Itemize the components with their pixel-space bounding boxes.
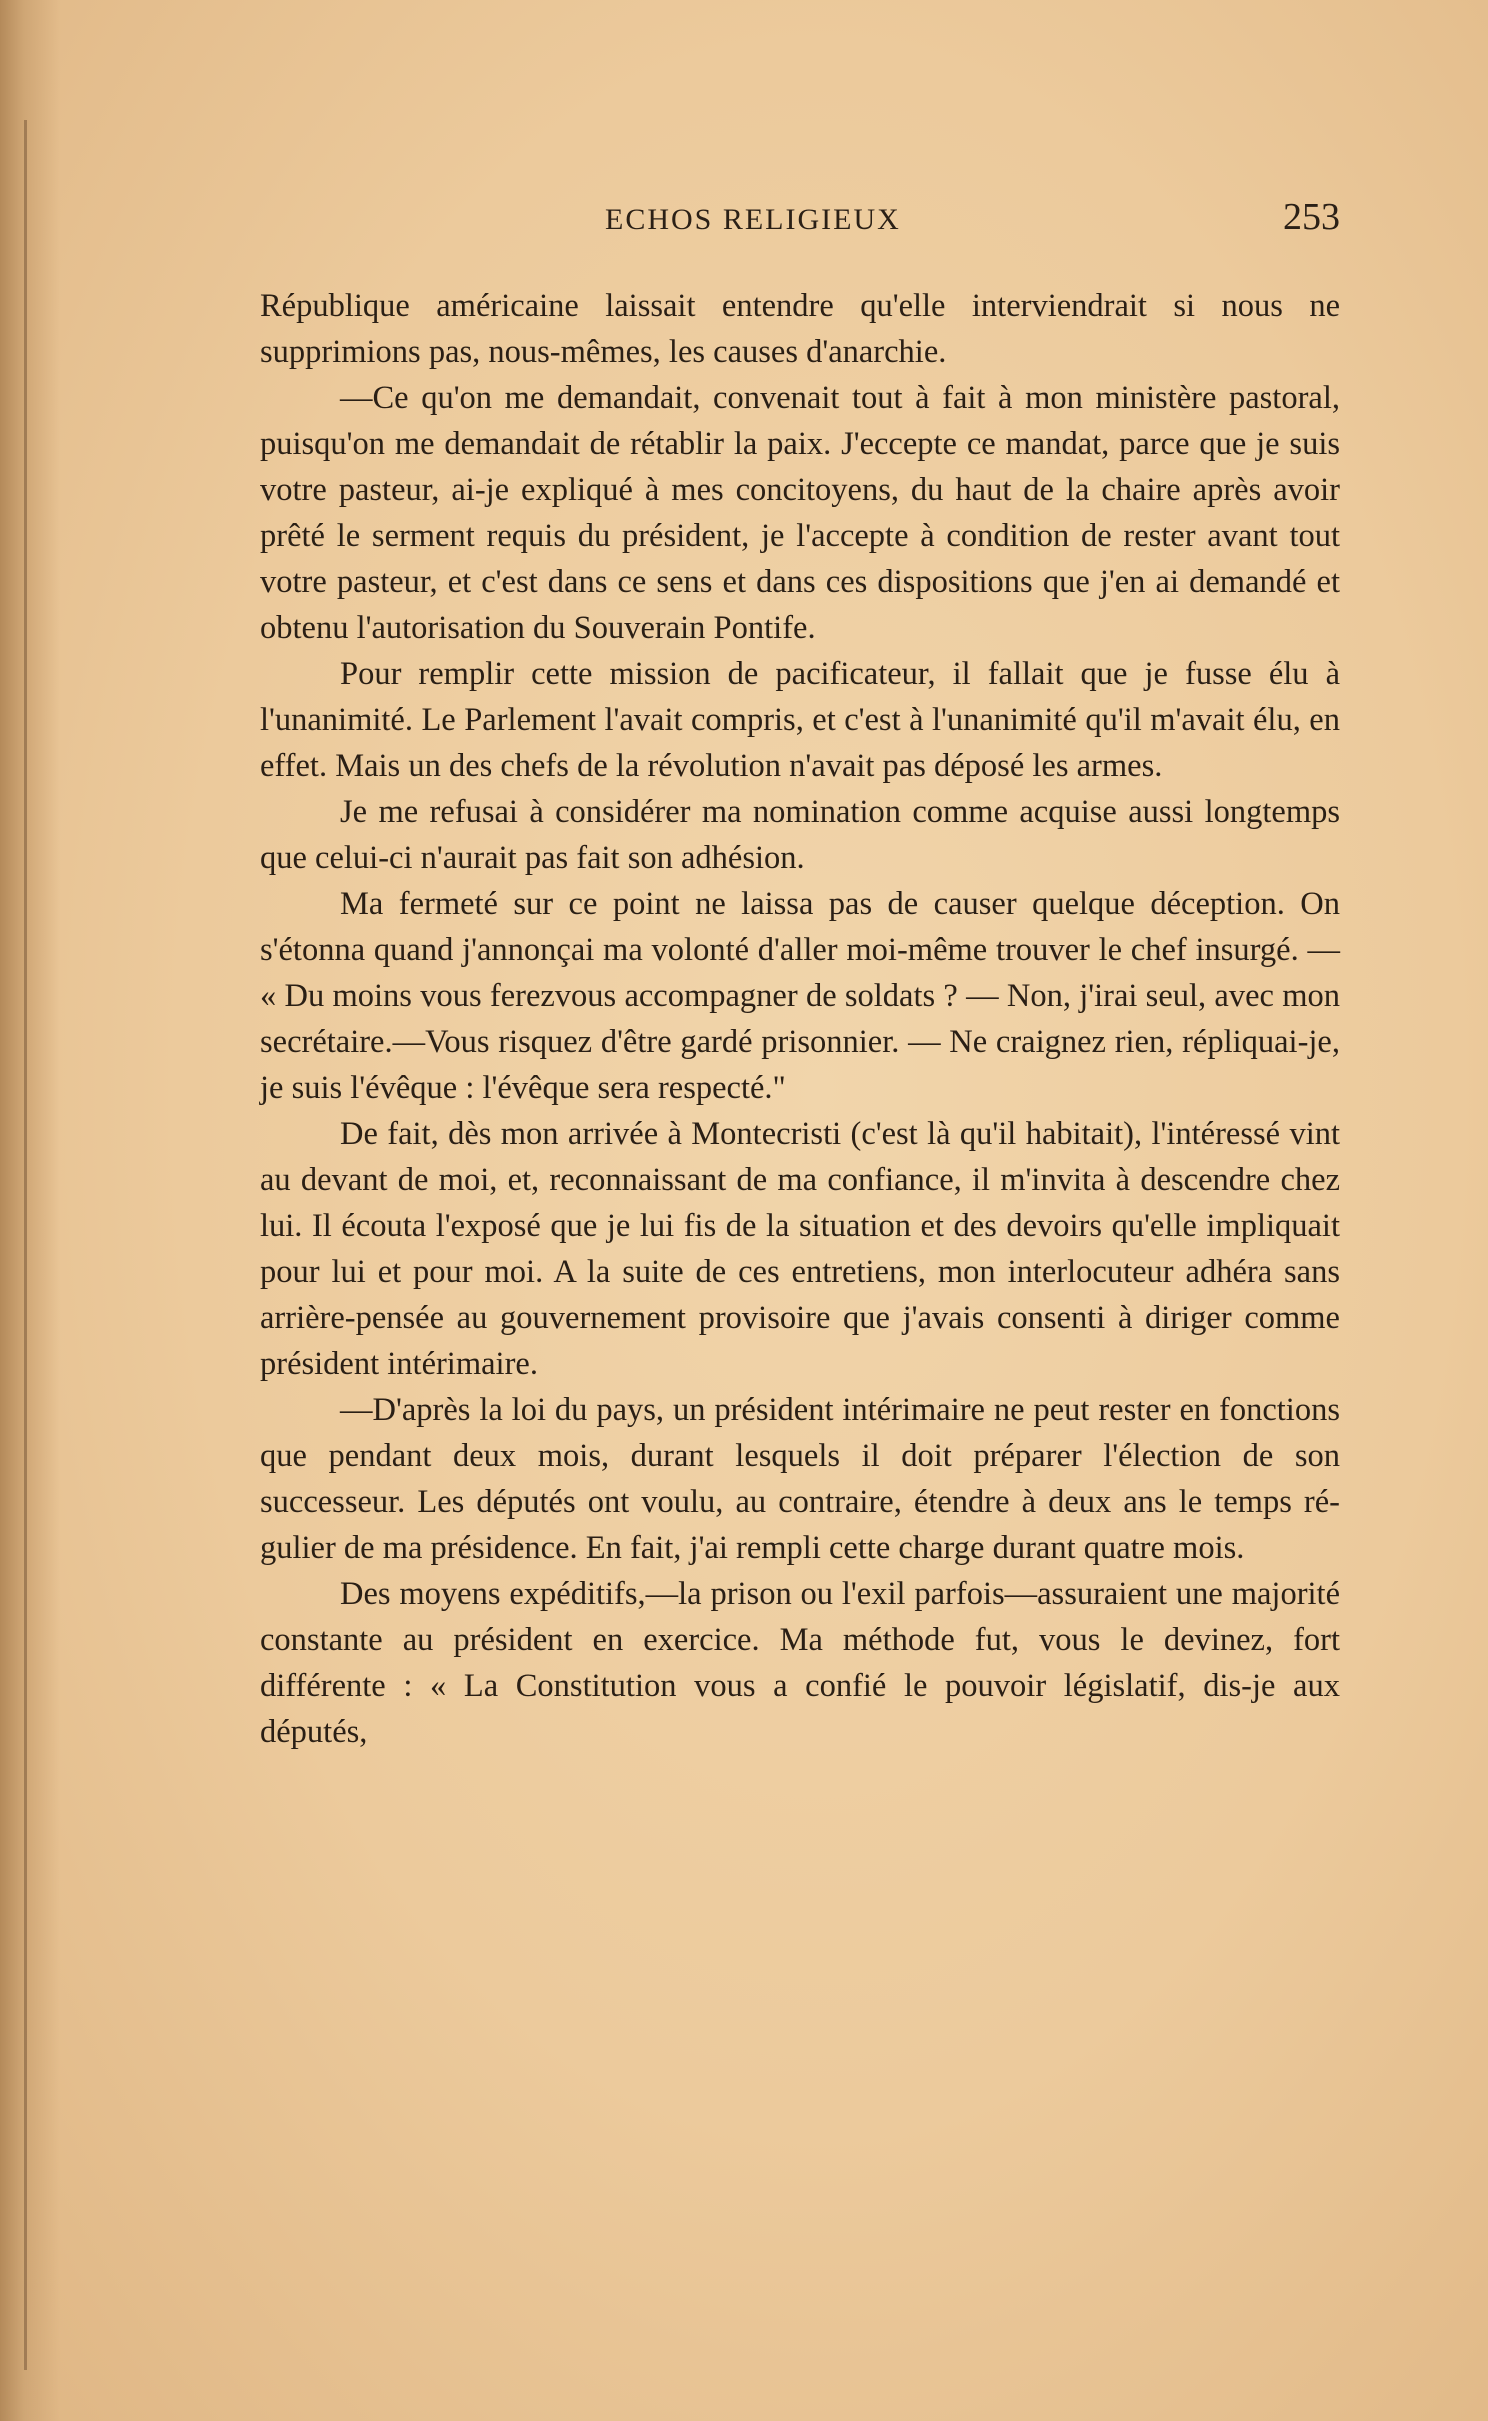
paragraph: De fait, dès mon arrivée à Montecristi (c'est là qu'il habitait), l'intéressé vint au devant de moi, et, reconnaissant de ma confiance, il m'invita à descendre chez lui. Il écouta l'exposé que je lui fis de la situation et des devoirs qu'elle impliquait pour lui et pour moi. A la suite de ces entretiens, mon interlocuteur adhéra sans arrière-pensée au gouvernement provisoire que j'avais consenti à diriger comme président intérimaire. bbox=[260, 1116, 1340, 1382]
page-gutter-shadow bbox=[0, 0, 60, 2421]
paragraph: Ma fermeté sur ce point ne laissa pas de causer quelque déception. On s'étonna quand j'annonçai ma volonté d'aller moi-même trouver le chef insurgé. — « Du moins vous ferezvous accompagner de soldats ? — Non, j'irai seul, avec mon secrétaire.—Vous risquez d'être gardé prisonnier. — Ne craignez rien, répliquai-je, je suis l'évêque : l'évêque sera respecté." bbox=[260, 886, 1340, 1106]
paragraph: —Ce qu'on me demandait, convenait tout à fait à mon ministère pastoral, puisqu'on me demandait de rétablir la paix. J'eccepte ce mandat, parce que je suis votre pasteur, ai-je expliqué à mes concitoyens, du haut de la chaire après avoir prêté le serment requis du président, je l'accepte à condition de rester avant tout votre pasteur, et c'est dans ce sens et dans ces dispositions que j'en ai demandé et obtenu l'autorisation du Souverain Pontife. bbox=[260, 380, 1340, 646]
body-text bbox=[260, 283, 1340, 1755]
paragraph: Des moyens expéditifs,—la prison ou l'exil parfois—assuraient une majorité constante au président en exercice. Ma méthode fut, vous le devinez, fort différente : « La Constitution vous a confié le pouvoir législatif, dis-je aux députés, bbox=[260, 1576, 1340, 1750]
paragraph: Je me refusai à considérer ma nomination comme acquise aussi longtemps que celui-ci n'aurait pas fait son adhésion. bbox=[260, 794, 1340, 876]
page-header bbox=[260, 195, 1340, 245]
page-number: 253 bbox=[1283, 196, 1340, 238]
paragraph: —D'après la loi du pays, un président intérimaire ne peut rester en fonctions que pendant deux mois, durant lesquels il doit préparer l'élection de son successeur. Les députés ont voulu, au contraire, étendre à deux ans le temps régulier de ma présidence. En fait, j'ai rempli cette charge durant quatre mois. bbox=[260, 1392, 1340, 1566]
paragraph: République américaine laissait entendre qu'elle interviendrait si nous ne supprimions pas, nous-mêmes, les causes d'anarchie. bbox=[260, 288, 1340, 370]
running-head: ECHOS RELIGIEUX bbox=[605, 203, 901, 236]
paragraph: Pour remplir cette mission de pacificateur, il fallait que je fusse élu à l'unanimité. Le Parlement l'avait compris, et c'est à l'unanimité qu'il m'avait élu, en effet. Mais un des chefs de la révolution n'avait pas déposé les armes. bbox=[260, 656, 1340, 784]
page-edge-line bbox=[24, 120, 27, 2370]
